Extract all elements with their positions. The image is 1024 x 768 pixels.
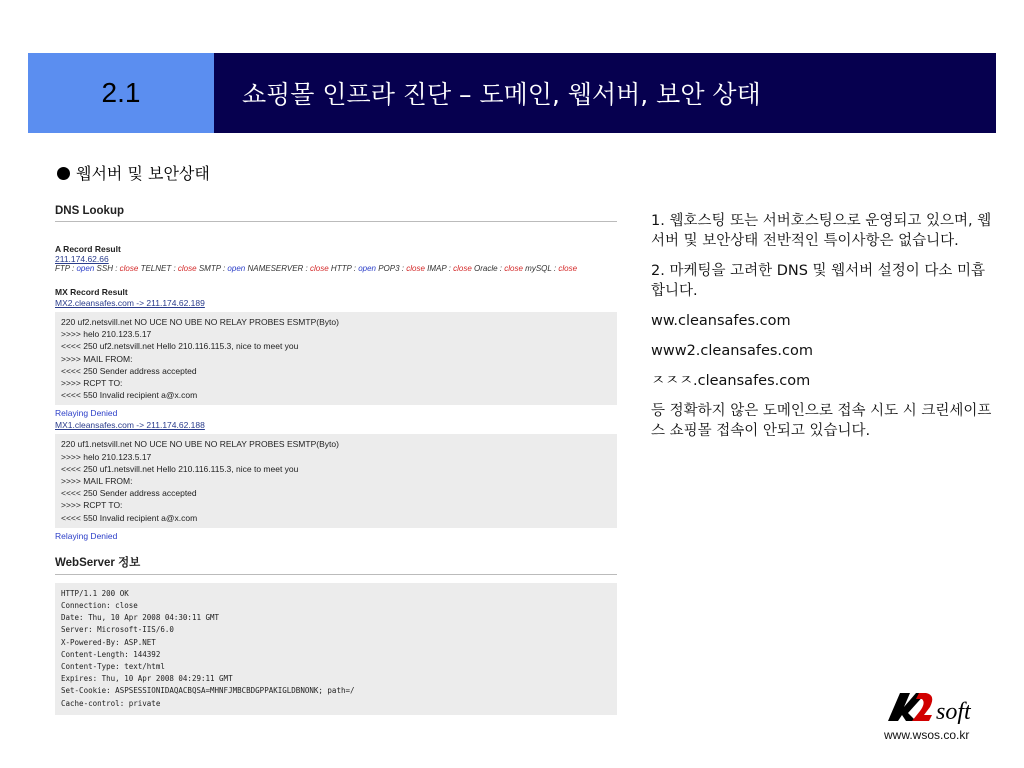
- service-name: Oracle :: [474, 264, 505, 273]
- slide-header: [28, 53, 996, 133]
- note-paragraph: www2.cleansafes.com: [651, 343, 814, 359]
- http-header-line: Content-Type: text/html: [61, 662, 165, 672]
- service-name: IMAP :: [427, 264, 454, 273]
- http-header-line: Content-Length: 144392: [61, 649, 161, 659]
- smtp-line: 220 uf2.netsvill.net NO UCE NO UBE NO RELAY PROBES ESMTP(Byto): [61, 317, 339, 327]
- section-number: 2.1: [28, 53, 214, 133]
- mx-records: [55, 297, 617, 542]
- smtp-line: >>>> helo 210.123.5.17: [61, 329, 152, 340]
- http-header-line: Set-Cookie: ASPSESSIONIDAQACBQSA=MHNFJMBCBDGPPAKIGLDBNONK; path=/: [61, 686, 355, 696]
- smtp-line: >>>> RCPT TO:: [61, 378, 123, 389]
- smtp-line: >>>> helo 210.123.5.17: [61, 451, 152, 462]
- mx-host-link[interactable]: MX2.cleansafes.com -> 211.174.62.189: [55, 298, 205, 308]
- http-header-line: Expires: Thu, 10 Apr 2008 04:29:11 GMT: [61, 674, 233, 684]
- notes-text: [651, 211, 997, 451]
- note-paragraph: 1. 웹호스팅 또는 서버호스팅으로 운영되고 있으며, 웹서버 및 보안상태 전반적인 특이사항은 없습니다.: [651, 213, 992, 249]
- smtp-line: <<<< 550 Invalid recipient a@x.com: [61, 512, 198, 523]
- slide-title: 쇼핑몰 인프라 진단 – 도메인, 웹서버, 보안 상태: [214, 53, 996, 133]
- mx-host-link[interactable]: MX1.cleansafes.com -> 211.174.62.188: [55, 420, 205, 431]
- smtp-line: 220 uf1.netsvill.net NO UCE NO UBE NO RELAY PROBES ESMTP(Byto): [61, 439, 339, 450]
- service-name: NAMESERVER :: [247, 264, 310, 273]
- service-name: POP3 :: [378, 264, 407, 273]
- svg-text:soft: soft: [936, 699, 971, 725]
- relay-result: Relaying Denied: [55, 530, 118, 541]
- section-heading-text: 웹서버 및 보안상태: [76, 164, 210, 183]
- smtp-transcript-box: [55, 434, 617, 527]
- service-status: close: [504, 264, 523, 273]
- http-header-line: X-Powered-By: ASP.NET: [61, 637, 156, 647]
- http-header-line: Connection: close: [61, 601, 138, 611]
- relay-result: Relaying Denied: [55, 408, 118, 419]
- smtp-line: <<<< 250 uf1.netsvill.net Hello 210.116.115.3, nice to meet you: [61, 463, 299, 474]
- http-header-line: Cache-control: private: [61, 698, 161, 708]
- service-status: close: [310, 264, 329, 273]
- smtp-transcript-box: [55, 312, 617, 405]
- webserver-response-box: [55, 583, 617, 715]
- service-status: open: [358, 264, 376, 273]
- service-status: close: [453, 264, 472, 273]
- service-status: close: [177, 264, 197, 273]
- footer-url[interactable]: www.wsos.co.kr: [884, 728, 970, 742]
- http-header-line: Date: Thu, 10 Apr 2008 04:30:11 GMT: [61, 613, 220, 623]
- http-header-line: HTTP/1.1 200 OK: [61, 588, 129, 598]
- dns-lookup-title: DNS Lookup: [55, 205, 617, 222]
- smtp-line: <<<< 250 Sender address accepted: [61, 365, 197, 376]
- service-status: close: [558, 264, 578, 273]
- a-record-label: A Record Result: [55, 244, 121, 254]
- service-status: open: [76, 264, 95, 273]
- smtp-line: >>>> RCPT TO:: [61, 500, 123, 511]
- http-header-line: Server: Microsoft-IIS/6.0: [61, 625, 174, 635]
- bullet-icon: [57, 167, 70, 180]
- service-name: TELNET :: [140, 264, 178, 273]
- service-status: open: [227, 264, 246, 273]
- service-name: SSH :: [96, 264, 120, 273]
- note-paragraph: ㅈㅈㅈ.cleansafes.com: [651, 373, 811, 389]
- service-name: SMTP :: [198, 264, 228, 273]
- service-status: close: [119, 264, 139, 273]
- note-paragraph: ww.cleansafes.com: [651, 313, 791, 329]
- smtp-line: >>>> MAIL FROM:: [61, 353, 133, 364]
- smtp-line: <<<< 550 Invalid recipient a@x.com: [61, 390, 198, 401]
- a-record-ip[interactable]: 211.174.62.66: [55, 254, 109, 264]
- mx-record-label: MX Record Result: [55, 287, 128, 297]
- service-status: close: [406, 264, 425, 273]
- dns-lookup-screenshot: [55, 205, 617, 725]
- service-status-line: [55, 264, 617, 273]
- note-paragraph: 등 정확하지 않은 도메인으로 접속 시도 시 크린세이프스 쇼핑몰 접속이 안되고 있습니다.: [651, 403, 992, 439]
- note-paragraph: 2. 마케팅을 고려한 DNS 및 웹서버 설정이 다소 미흡 합니다.: [651, 263, 986, 299]
- smtp-line: <<<< 250 Sender address accepted: [61, 488, 197, 499]
- service-name: FTP :: [55, 264, 77, 273]
- smtp-line: <<<< 250 uf2.netsvill.net Hello 210.116.115.3, nice to meet you: [61, 341, 299, 352]
- webserver-title: WebServer 정보: [55, 554, 617, 575]
- smtp-line: >>>> MAIL FROM:: [61, 476, 133, 487]
- service-name: mySQL :: [525, 264, 559, 273]
- x2soft-logo: [886, 687, 996, 727]
- section-heading: [57, 161, 210, 184]
- service-name: HTTP :: [330, 264, 359, 273]
